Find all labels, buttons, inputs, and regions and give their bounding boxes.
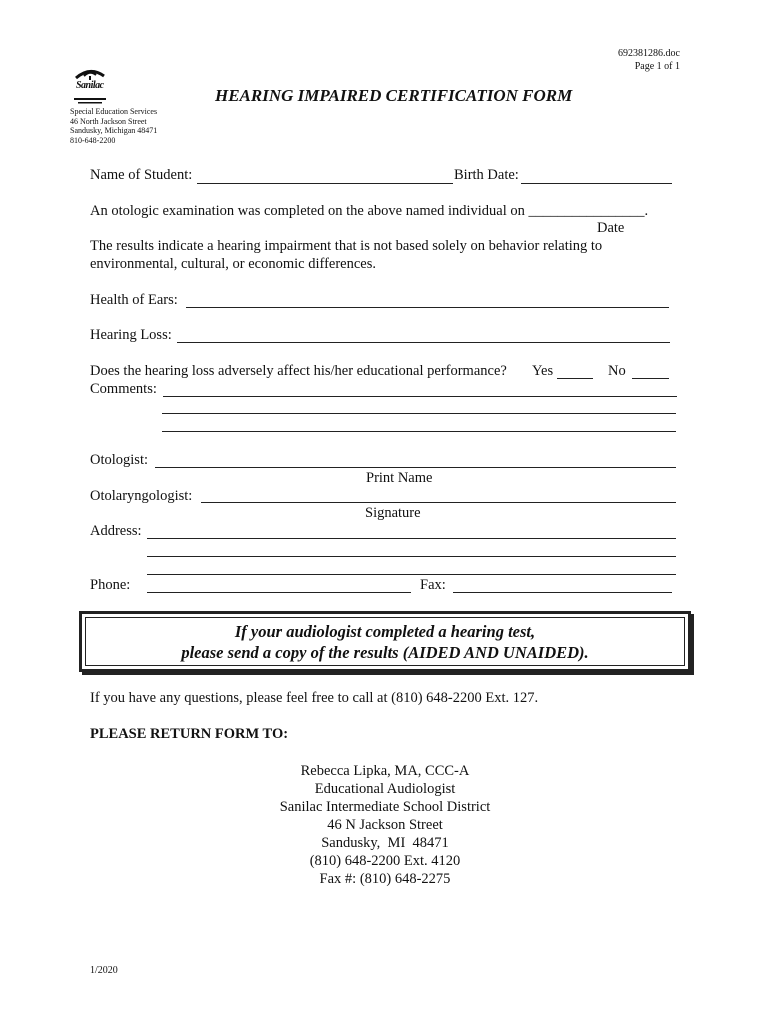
fax-field[interactable] xyxy=(453,592,672,593)
notice-line2: please send a copy of the results (AIDED AND UNAIDED). xyxy=(181,642,589,662)
return-address-block xyxy=(0,762,770,888)
address-field-line3[interactable] xyxy=(147,574,676,575)
health-of-ears-field[interactable] xyxy=(186,307,669,308)
no-label: No xyxy=(608,363,626,379)
return-city: Sandusky, MI 48471 xyxy=(321,835,449,851)
signature-caption: Signature xyxy=(365,505,421,521)
health-of-ears-label: Health of Ears: xyxy=(90,292,178,308)
address-label: Address: xyxy=(90,523,142,539)
otologist-label: Otologist: xyxy=(90,452,149,468)
logo-wordmark: Sanilac xyxy=(76,80,104,91)
questions-contact-text: If you have any questions, please feel free to call at (810) 648-2200 Ext. 127. xyxy=(90,690,539,706)
birth-date-field[interactable] xyxy=(521,183,672,184)
address-field-line1[interactable] xyxy=(147,538,676,539)
otolaryngologist-field[interactable] xyxy=(201,502,676,503)
organization-info: Special Education Services 46 North Jackson Street Sandusky, Michigan 48471 810-648-2200 xyxy=(70,107,158,145)
return-phone: (810) 648-2200 Ext. 4120 xyxy=(309,853,461,869)
document-id: 692381286.doc Page 1 of 1 xyxy=(618,48,680,72)
return-role: Educational Audiologist xyxy=(314,781,456,797)
phone-field[interactable] xyxy=(147,592,411,593)
results-text-line2: environmental, cultural, or economic differences. xyxy=(90,256,376,272)
revision-date: 1/2020 xyxy=(90,965,118,976)
print-name-caption: Print Name xyxy=(366,470,433,486)
fax-label: Fax: xyxy=(420,577,446,593)
date-caption: Date xyxy=(597,220,625,236)
return-name: Rebecca Lipka, MA, CCC-A xyxy=(300,763,470,779)
name-of-student-field[interactable] xyxy=(197,183,453,184)
return-street: 46 N Jackson Street xyxy=(327,817,443,833)
yes-label: Yes xyxy=(532,363,554,379)
page-number: Page 1 of 1 xyxy=(634,61,680,72)
birth-date-label: Birth Date: xyxy=(454,167,519,183)
otologist-field[interactable] xyxy=(155,467,676,468)
otologic-exam-text: An otologic examination was completed on the above named individual on ________________. xyxy=(90,203,649,219)
no-field[interactable] xyxy=(632,378,669,379)
address-field-line2[interactable] xyxy=(147,556,676,557)
return-fax: Fax #: (810) 648-2275 xyxy=(319,871,451,887)
notice-line1: If your audiologist completed a hearing test, xyxy=(234,621,536,641)
name-of-student-label: Name of Student: xyxy=(90,167,193,183)
adverse-effect-question: Does the hearing loss adversely affect his/her educational performance? xyxy=(90,363,507,379)
return-district: Sanilac Intermediate School District xyxy=(279,799,491,815)
comments-field-line2[interactable] xyxy=(162,413,676,414)
form-title: HEARING IMPAIRED CERTIFICATION FORM xyxy=(215,86,573,105)
return-form-heading: PLEASE RETURN FORM TO: xyxy=(90,726,289,742)
phone-label: Phone: xyxy=(90,577,131,593)
hearing-loss-label: Hearing Loss: xyxy=(90,327,172,343)
yes-field[interactable] xyxy=(557,378,593,379)
otolaryngologist-label: Otolaryngologist: xyxy=(90,488,193,504)
comments-field-line1[interactable] xyxy=(163,396,677,397)
audiologist-notice-box xyxy=(79,611,691,672)
hearing-loss-field[interactable] xyxy=(177,342,670,343)
results-text-line1: The results indicate a hearing impairment that is not based solely on behavior relating to xyxy=(90,238,603,254)
comments-label: Comments: xyxy=(90,381,157,397)
comments-field-line3[interactable] xyxy=(162,431,676,432)
